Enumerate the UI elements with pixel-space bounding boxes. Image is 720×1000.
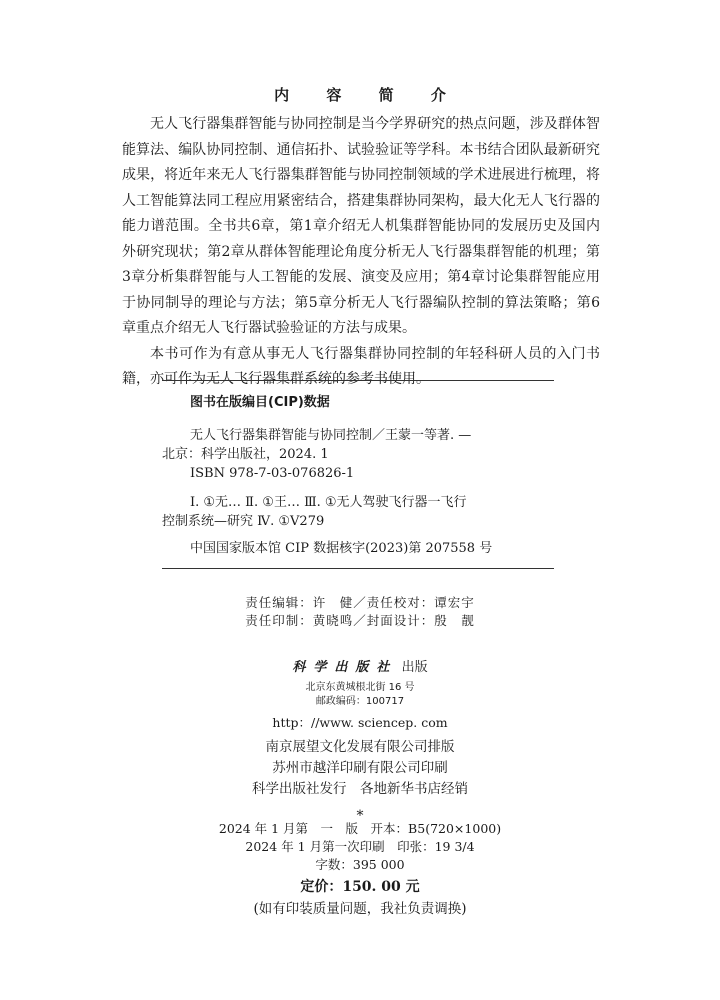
print-line: 苏州市越洋印刷有限公司印刷 <box>272 760 448 776</box>
intro-paragraph-1: 无人飞行器集群智能与协同控制是当今学界研究的热点问题，涉及群体智能算法、编队协同控制、通信拓扑、试验验证等学科。本书结合团队最新研究成果，将近年来无人飞行器集群智能与协同控制领域的学术进展进行梳理，将人工智能算法同工程应用紧密结合，搭建集群协同架构，最大化无人飞行器的能力谱范围。全书共6章，第1章介绍无人机集群智能协同的发展历史及国内外研究现状；第2章从群体智能理论角度分析无人飞行器集群智能的机理；第3章分析集群智能与人工智能的发展、演变及应用；第4章讨论集群智能应用于协同制导的理论与方法；第5章分析无人飞行器编队控制的算法策略；第6章重点介绍无人飞行器试验验证的方法与成果。 <box>122 116 600 336</box>
cip-line-number: 中国国家版本馆 CIP 数据核字(2023)第 207558 号 <box>190 541 493 556</box>
divider-star: * <box>356 808 364 824</box>
intro-title: 内 容 简 介 <box>274 86 462 104</box>
publisher-address: 北京东黄城根北街 16 号 <box>305 682 415 693</box>
price-line: 定价：150. 00 元 <box>300 879 420 895</box>
cip-line-classification: Ⅰ. ①无… Ⅱ. ①王… Ⅲ. ①无人驾驶飞行器一飞行 <box>190 495 467 510</box>
specs-block <box>0 820 720 918</box>
production-lines <box>0 737 720 800</box>
edition-line: 2024 年 1 月第 一 版 开本：B5(720×1000) <box>218 821 502 836</box>
distribution-line: 科学出版社发行 各地新华书店经销 <box>252 781 468 797</box>
credits <box>0 594 720 630</box>
cip-block <box>162 380 554 569</box>
quality-note: (如有印装质量问题，我社负责调换) <box>253 901 467 917</box>
publisher-suffix: 出版 <box>401 660 428 675</box>
publisher-name <box>0 656 720 675</box>
typeset-line: 南京展望文化发展有限公司排版 <box>265 739 455 755</box>
wordcount-line: 字数：395 000 <box>315 857 405 872</box>
intro-paragraph-2: 本书可作为有意从事无人飞行器集群协同控制的年轻科研人员的入门书籍，亦可作为无人飞行器集群系统的参考书使用。 <box>122 345 600 387</box>
cip-line-title: 无人飞行器集群智能与协同控制／王蒙一等著. — <box>190 428 472 443</box>
printing-line: 2024 年 1 月第一次印刷 印张：19 3/4 <box>245 839 475 854</box>
cip-line-classification-cont: 控制系统—研究 Ⅳ. ①V279 <box>162 514 325 529</box>
cip-title: 图书在版编目(CIP)数据 <box>190 395 330 410</box>
publisher-logo-text: 科学出版社 <box>292 660 398 675</box>
cip-line-publisher: 北京：科学出版社，2024. 1 <box>162 447 329 462</box>
credits-line-2: 责任印制：黄晓鸣／封面设计：殷 靓 <box>245 613 475 628</box>
cip-line-isbn: ISBN 978-7-03-076826-1 <box>190 466 355 481</box>
credits-line-1: 责任编辑：许 健／责任校对：谭宏宇 <box>245 595 475 610</box>
publisher-url: http：//www. sciencep. com <box>272 715 448 730</box>
publisher-postcode: 邮政编码：100717 <box>315 696 405 707</box>
intro-body <box>122 112 600 393</box>
publisher-block <box>0 656 720 824</box>
